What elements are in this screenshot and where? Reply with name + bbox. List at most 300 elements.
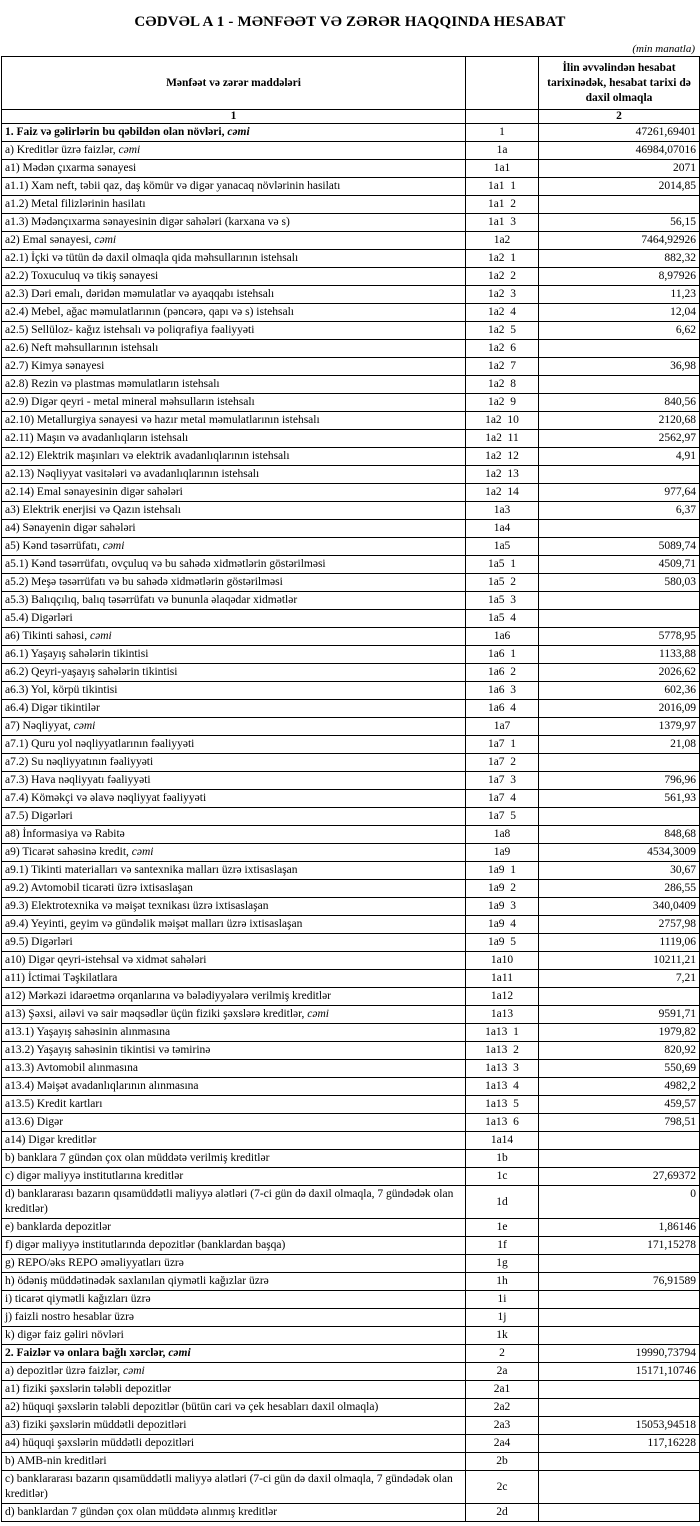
table-row [2,340,700,358]
row-value [539,1132,700,1150]
column-number-2: 2 [539,110,700,124]
table-row [2,1363,700,1381]
row-code: 1a13 4 [466,1078,539,1096]
row-label: a2) hüquqi şəxslərin tələbli depozitlər (bütün cari və çek hesabları daxil olmaqla) [2,1399,466,1417]
row-code: 1a13 1 [466,1024,539,1042]
row-value: 15053,94518 [539,1417,700,1435]
row-code: 1a13 [466,1006,539,1024]
row-label: a6) Tikinti sahəsi, cəmi [2,628,466,646]
row-label: a11) İctimai Təşkilatlara [2,970,466,988]
row-label: a13.4) Məişət avadanlıqlarının alınmasına [2,1078,466,1096]
table-row [2,502,700,520]
row-label: j) faizli nostro hesablar üzrə [2,1309,466,1327]
row-value [539,1291,700,1309]
row-code: 2a [466,1363,539,1381]
table-row [2,304,700,322]
row-label: a1) fiziki şəxslərin tələbli depozitlər [2,1381,466,1399]
row-label: a2.14) Emal sənayesinin digər sahələri [2,484,466,502]
table-row [2,1006,700,1024]
table-row [2,736,700,754]
row-label: f) digər maliyyə institutlarında depozitlər (banklardan başqa) [2,1237,466,1255]
row-code: 1a7 2 [466,754,539,772]
row-label: h) ödəniş müddətinədək saxlanılan qiymətli kağızlar üzrə [2,1273,466,1291]
row-code: 2a4 [466,1435,539,1453]
row-value [539,1399,700,1417]
row-code: 1a2 10 [466,412,539,430]
row-code: 1a5 2 [466,574,539,592]
row-code: 1a2 12 [466,448,539,466]
row-code: 1a2 5 [466,322,539,340]
row-label: a) Kreditlər üzrə faizlər, cəmi [2,142,466,160]
row-label: a12) Mərkəzi idarəetmə orqanlarına və bələdiyyələrə verilmiş kreditlər [2,988,466,1006]
row-label: b) AMB-nin kreditləri [2,1453,466,1471]
row-label: a2.8) Rezin və plastmas məmulatların istehsalı [2,376,466,394]
row-value: 21,08 [539,736,700,754]
row-code: 2a1 [466,1381,539,1399]
row-label: i) ticarət qiymətli kağızları üzrə [2,1291,466,1309]
row-code: 1g [466,1255,539,1273]
row-code: 1a6 [466,628,539,646]
table-row [2,412,700,430]
row-code: 1a13 3 [466,1060,539,1078]
table-row [2,1399,700,1417]
row-value: 6,37 [539,502,700,520]
row-value: 117,16228 [539,1435,700,1453]
row-code: 1a9 3 [466,898,539,916]
row-value [539,1471,700,1504]
table-row [2,448,700,466]
table-row [2,1168,700,1186]
row-code: 1a1 [466,160,539,178]
row-label: a2.5) Sellüloz- kağız istehsalı və poliqrafiya fəaliyyəti [2,322,466,340]
row-label: a2.6) Neft məhsullarının istehsalı [2,340,466,358]
row-value: 286,55 [539,880,700,898]
table-row [2,592,700,610]
table-row [2,1255,700,1273]
row-code: 1a2 [466,232,539,250]
row-code: 1a6 4 [466,700,539,718]
table-row [2,628,700,646]
row-label: a7.1) Quru yol nəqliyyatlarının fəaliyyəti [2,736,466,754]
table-row [2,1471,700,1504]
row-value: 1133,88 [539,646,700,664]
row-value: 46984,07016 [539,142,700,160]
row-label: d) banklararası bazarın qısamüddətli maliyyə alətləri (7-ci gün də daxil olmaqla, 7 gündədək olan kreditlər) [2,1186,466,1219]
row-code: 2b [466,1453,539,1471]
row-value [539,1504,700,1522]
row-label: a3) fiziki şəxslərin müddətli depozitləri [2,1417,466,1435]
row-value [539,610,700,628]
row-code: 1a5 3 [466,592,539,610]
table-row [2,1504,700,1522]
table-row [2,376,700,394]
table-row [2,898,700,916]
table-row [2,160,700,178]
table-row [2,1078,700,1096]
row-label: a7) Nəqliyyat, cəmi [2,718,466,736]
table-row [2,1273,700,1291]
row-code: 1b [466,1150,539,1168]
unit-note: (min manatla) [632,43,695,55]
table-row [2,772,700,790]
table-row [2,610,700,628]
table-row [2,1219,700,1237]
row-label: a2.3) Dəri emalı, dəridən məmulatlar və ayaqqabı istehsalı [2,286,466,304]
row-label: g) REPO/əks REPO əməliyyatları üzrə [2,1255,466,1273]
row-code: 1a5 1 [466,556,539,574]
row-label: a6.2) Qeyri-yaşayış sahələrin tikintisi [2,664,466,682]
row-label: a6.3) Yol, körpü tikintisi [2,682,466,700]
row-label: a1.1) Xam neft, təbii qaz, daş kömür və digər yanacaq növlərinin hasilatı [2,178,466,196]
row-code: 2 [466,1345,539,1363]
table-row [2,466,700,484]
table-row [2,250,700,268]
row-code: 1a8 [466,826,539,844]
row-label: a1.2) Metal filizlərinin hasilatı [2,196,466,214]
row-label: c) digər maliyyə institutlarına kreditlər [2,1168,466,1186]
row-label: a1.3) Mədənçıxarma sənayesinin digər sahələri (karxana və s) [2,214,466,232]
row-value: 2026,62 [539,664,700,682]
row-code: 1e [466,1219,539,1237]
table-header-row [2,57,700,110]
table-row [2,988,700,1006]
row-label: a13.5) Kredit kartları [2,1096,466,1114]
table-row [2,574,700,592]
table-row [2,1186,700,1219]
row-value: 27,69372 [539,1168,700,1186]
row-value: 30,67 [539,862,700,880]
table-row [2,1453,700,1471]
row-value: 56,15 [539,214,700,232]
row-code: 2a3 [466,1417,539,1435]
table-row [2,880,700,898]
row-value [539,340,700,358]
table-row [2,1417,700,1435]
table-row [2,1042,700,1060]
table-row [2,916,700,934]
row-code: 1h [466,1273,539,1291]
row-label: a5.3) Balıqçılıq, balıq təsərrüfatı və bununla əlaqədar xidmətlər [2,592,466,610]
row-value: 4,91 [539,448,700,466]
row-code: 1a2 2 [466,268,539,286]
row-value: 4982,2 [539,1078,700,1096]
row-code: 1a12 [466,988,539,1006]
row-code: 1a2 6 [466,340,539,358]
row-value: 2016,09 [539,700,700,718]
row-code: 1c [466,1168,539,1186]
table-row [2,178,700,196]
row-value [539,754,700,772]
row-value: 9591,71 [539,1006,700,1024]
row-label: a9.3) Elektrotexnika və məişət texnikası üzrə ixtisaslaşan [2,898,466,916]
row-value: 1119,06 [539,934,700,952]
row-label: 2. Faizlər və onlara bağlı xərclər, cəmi [2,1345,466,1363]
table-row [2,1309,700,1327]
row-label: 1. Faiz və gəlirlərin bu qəbildən olan növləri, cəmi [2,124,466,142]
row-label: a13.6) Digər [2,1114,466,1132]
row-value: 0 [539,1186,700,1219]
row-value [539,1150,700,1168]
table-row [2,268,700,286]
row-label: a7.2) Su nəqliyyatının fəaliyyəti [2,754,466,772]
row-value: 2757,98 [539,916,700,934]
table-row [2,1327,700,1345]
row-code: 1a13 5 [466,1096,539,1114]
row-code: 1a2 11 [466,430,539,448]
table-row [2,862,700,880]
table-row [2,394,700,412]
table-row [2,1150,700,1168]
row-value: 2014,85 [539,178,700,196]
row-label: a13.3) Avtomobil alınmasına [2,1060,466,1078]
table-row [2,952,700,970]
row-label: a2.1) İçki və tütün də daxil olmaqla qida məhsullarının istehsalı [2,250,466,268]
row-value [539,1255,700,1273]
row-code: 1a9 2 [466,880,539,898]
row-code: 1a2 9 [466,394,539,412]
row-value: 7,21 [539,970,700,988]
row-value: 798,51 [539,1114,700,1132]
row-value: 840,56 [539,394,700,412]
row-label: a9.1) Tikinti materialları və santexnika malları üzrə ixtisaslaşan [2,862,466,880]
row-label: a5.1) Kənd təsərrüfatı, ovçuluq və bu sahədə xidmətlərin göstərilməsi [2,556,466,574]
table-row [2,520,700,538]
row-label: a2.10) Metallurgiya sənayesi və hazır metal məmulatlarının istehsalı [2,412,466,430]
row-label: a2.12) Elektrik maşınları və elektrik avadanlıqlarının istehsalı [2,448,466,466]
report-table-body [2,124,700,1522]
table-row [2,538,700,556]
table-row [2,556,700,574]
row-code: 1a1 2 [466,196,539,214]
row-value: 171,15278 [539,1237,700,1255]
row-value: 796,96 [539,772,700,790]
row-code: 1a9 5 [466,934,539,952]
row-code: 1a6 2 [466,664,539,682]
row-label: a9.4) Yeyinti, geyim və gündəlik məişət malları üzrə ixtisaslaşan [2,916,466,934]
row-code: 1k [466,1327,539,1345]
table-row [2,754,700,772]
row-label: a2) Emal sənayesi, cəmi [2,232,466,250]
row-value: 1,86146 [539,1219,700,1237]
row-value: 459,57 [539,1096,700,1114]
table-row [2,232,700,250]
row-label: k) digər faiz gəliri növləri [2,1327,466,1345]
row-label: a3) Elektrik enerjisi və Qazın istehsalı [2,502,466,520]
table-row [2,1435,700,1453]
profit-loss-table [1,56,700,1522]
row-code: 1a13 2 [466,1042,539,1060]
table-row [2,214,700,232]
row-code: 1a13 6 [466,1114,539,1132]
table-row [2,430,700,448]
row-value [539,376,700,394]
code-column-header [466,57,539,110]
row-value: 10211,21 [539,952,700,970]
table-row [2,1237,700,1255]
table-row [2,1132,700,1150]
row-label: b) banklara 7 gündən çox olan müddətə verilmiş kreditlər [2,1150,466,1168]
row-label: a13) Şəxsi, ailəvi və sair məqsədlər üçün fiziki şəxslərə kreditlər, cəmi [2,1006,466,1024]
table-row [2,1114,700,1132]
row-code: 1a [466,142,539,160]
row-value [539,1327,700,1345]
row-code: 1 [466,124,539,142]
row-value [539,808,700,826]
row-value: 19990,73794 [539,1345,700,1363]
table-row [2,358,700,376]
table-row [2,1291,700,1309]
row-label: a) depozitlər üzrə faizlər, cəmi [2,1363,466,1381]
row-code: 1a10 [466,952,539,970]
row-code: 1a5 4 [466,610,539,628]
row-label: a6.1) Yaşayış sahələrin tikintisi [2,646,466,664]
row-value: 2071 [539,160,700,178]
row-label: a9.5) Digərləri [2,934,466,952]
row-value: 340,0409 [539,898,700,916]
row-code: 1a11 [466,970,539,988]
row-code: 1a2 7 [466,358,539,376]
report-title: CƏDVƏL A 1 - MƏNFƏƏT VƏ ZƏRƏR HAQQINDA HESABAT [134,14,566,30]
row-code: 2a2 [466,1399,539,1417]
row-value [539,1309,700,1327]
table-row [2,484,700,502]
column-number-code [466,110,539,124]
row-label: a2.2) Toxuculuq və tikiş sənayesi [2,268,466,286]
row-value [539,196,700,214]
row-code: 2d [466,1504,539,1522]
row-value: 15171,10746 [539,1363,700,1381]
table-row [2,970,700,988]
row-code: 1a1 1 [466,178,539,196]
row-label: a5.4) Digərləri [2,610,466,628]
items-column-header: Mənfəət və zərər maddələri [2,57,466,110]
row-label: a6.4) Digər tikintilər [2,700,466,718]
table-row [2,826,700,844]
row-code: 1a7 1 [466,736,539,754]
row-code: 1a9 4 [466,916,539,934]
row-label: a9.2) Avtomobil ticarəti üzrə ixtisaslaşan [2,880,466,898]
row-label: a10) Digər qeyri-istehsal və xidmət sahələri [2,952,466,970]
row-code: 1a7 5 [466,808,539,826]
row-label: a13.2) Yaşayış sahəsinin tikintisi və təmirinə [2,1042,466,1060]
row-value: 977,64 [539,484,700,502]
row-value: 2120,68 [539,412,700,430]
row-label: a9) Ticarət sahəsinə kredit, cəmi [2,844,466,862]
row-label: a5.2) Meşə təsərrüfatı və bu sahədə xidmətlərin göstərilməsi [2,574,466,592]
table-row [2,124,700,142]
row-code: 1a2 13 [466,466,539,484]
table-row [2,1096,700,1114]
row-code: 1j [466,1309,539,1327]
row-value: 4534,3009 [539,844,700,862]
row-label: a8) İnformasiya və Rabitə [2,826,466,844]
table-row [2,1060,700,1078]
row-label: a7.5) Digərləri [2,808,466,826]
row-value [539,1381,700,1399]
row-value: 2562,97 [539,430,700,448]
row-label: a2.4) Mebel, ağac məmulatlarının (pəncərə, qapı və s) istehsalı [2,304,466,322]
row-label: a2.9) Digər qeyri - metal mineral məhsulların istehsalı [2,394,466,412]
row-value: 47261,69401 [539,124,700,142]
table-row [2,142,700,160]
row-value: 820,92 [539,1042,700,1060]
row-value [539,1453,700,1471]
row-value: 7464,92926 [539,232,700,250]
table-row [2,718,700,736]
row-code: 1i [466,1291,539,1309]
row-label: a7.3) Hava nəqliyyatı fəaliyyəti [2,772,466,790]
row-label: c) banklararası bazarın qısamüddətli maliyyə alətləri (7-ci gün də daxil olmaqla, 7 gündədək olan kreditlər) [2,1471,466,1504]
row-value: 1379,97 [539,718,700,736]
row-code: 1a6 1 [466,646,539,664]
row-code: 1a7 [466,718,539,736]
row-value: 36,98 [539,358,700,376]
table-row [2,664,700,682]
row-value: 602,36 [539,682,700,700]
row-label: a1) Mədən çıxarma sənayesi [2,160,466,178]
table-row [2,844,700,862]
table-row [2,790,700,808]
row-code: 1f [466,1237,539,1255]
row-value: 882,32 [539,250,700,268]
row-label: e) banklarda depozitlər [2,1219,466,1237]
row-code: 1a14 [466,1132,539,1150]
row-value: 4509,71 [539,556,700,574]
row-code: 1a2 14 [466,484,539,502]
row-label: a7.4) Köməkçi və əlavə nəqliyyat fəaliyyəti [2,790,466,808]
row-code: 1d [466,1186,539,1219]
row-label: a4) hüquqi şəxslərin müddətli depozitləri [2,1435,466,1453]
row-value: 76,91589 [539,1273,700,1291]
row-value: 5089,74 [539,538,700,556]
row-value: 11,23 [539,286,700,304]
table-row [2,196,700,214]
row-code: 1a9 [466,844,539,862]
row-value [539,988,700,1006]
table-row [2,1381,700,1399]
row-code: 1a9 1 [466,862,539,880]
row-value: 580,03 [539,574,700,592]
row-label: a13.1) Yaşayış sahəsinin alınmasına [2,1024,466,1042]
row-code: 1a1 3 [466,214,539,232]
row-value: 5778,95 [539,628,700,646]
row-code: 1a2 4 [466,304,539,322]
row-value: 848,68 [539,826,700,844]
table-row [2,1024,700,1042]
row-code: 1a3 [466,502,539,520]
row-label: a2.7) Kimya sənayesi [2,358,466,376]
row-code: 1a4 [466,520,539,538]
row-code: 1a7 4 [466,790,539,808]
row-value: 6,62 [539,322,700,340]
row-code: 1a7 3 [466,772,539,790]
table-row [2,808,700,826]
value-column-header: İlin əvvəlindən hesabat tarixinədək, hesabat tarixi də daxil olmaqla [539,57,700,110]
table-row [2,286,700,304]
table-row [2,934,700,952]
table-row [2,1345,700,1363]
row-code: 1a2 1 [466,250,539,268]
row-value: 561,93 [539,790,700,808]
row-code: 1a2 8 [466,376,539,394]
table-row [2,700,700,718]
table-row [2,646,700,664]
row-label: a4) Sənayenin digər sahələri [2,520,466,538]
row-value: 550,69 [539,1060,700,1078]
row-label: a14) Digər kreditlər [2,1132,466,1150]
row-value: 1979,82 [539,1024,700,1042]
table-row [2,682,700,700]
